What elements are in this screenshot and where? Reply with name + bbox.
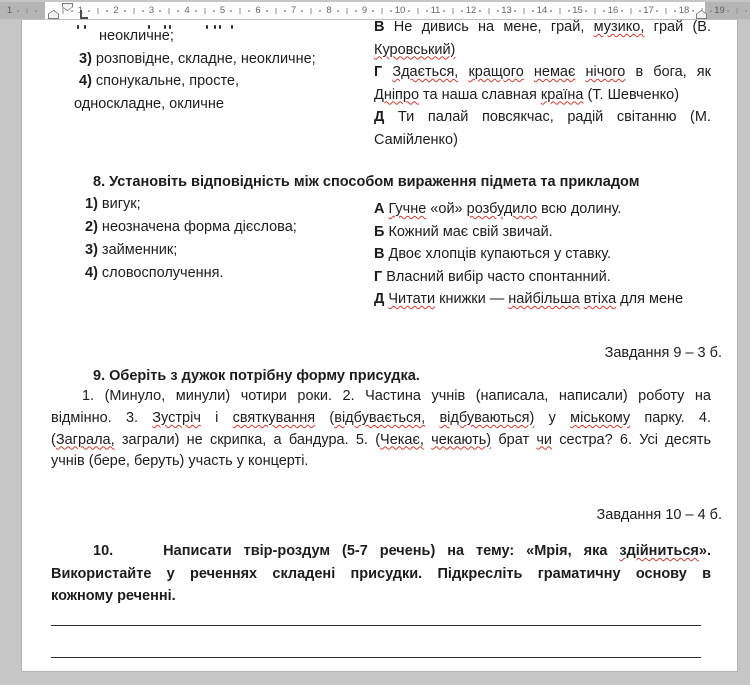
- misspelled-word: чи: [536, 431, 553, 448]
- ruler-tick: [27, 8, 28, 14]
- text-segment: Д: [374, 109, 385, 125]
- ruler-tick: [461, 10, 463, 12]
- text-segment: 10.: [93, 543, 114, 559]
- ruler-tick: [133, 8, 134, 14]
- ruler-tick: [311, 8, 312, 14]
- ruler-tick: [417, 8, 418, 14]
- text-segment: [382, 64, 392, 80]
- text-segment: вигук;: [97, 196, 141, 212]
- ruler-tick: [639, 10, 641, 12]
- ruler-tick: [275, 8, 276, 14]
- ruler-tick: [727, 10, 729, 12]
- tab-stop-marker[interactable]: [80, 10, 88, 19]
- text-line[interactable]: [85, 193, 297, 216]
- text-line[interactable]: [51, 451, 711, 473]
- text-line[interactable]: [51, 563, 711, 586]
- text-segment: Власний вибір часто спонтанний.: [382, 268, 611, 285]
- text-segment: односкладне, окличне: [74, 96, 224, 113]
- text-segment: [425, 410, 439, 426]
- misspelled-word: кращого: [468, 64, 524, 80]
- ruler-number: 10: [394, 5, 406, 16]
- ruler-tick: [284, 10, 286, 12]
- text-segment: (: [51, 431, 56, 448]
- ruler-number: 1: [6, 5, 13, 16]
- ruler-tick: [248, 10, 250, 12]
- text-line[interactable]: [374, 243, 711, 266]
- ruler-tick: [177, 10, 179, 12]
- ruler-tick: [142, 10, 144, 12]
- misspelled-word: відбувається,: [334, 409, 426, 426]
- text-segment: та наша славная: [419, 86, 541, 103]
- text-segment: 9. Оберіть з дужок потрібну форму присудка.: [93, 368, 420, 384]
- question-7-match-options[interactable]: [374, 20, 711, 151]
- question-8-items[interactable]: [85, 193, 297, 285]
- text-segment: В: [374, 246, 385, 262]
- text-line[interactable]: [374, 106, 711, 129]
- ruler-tick: [408, 10, 410, 12]
- question-7-answer-options[interactable]: [74, 25, 316, 116]
- question-9-heading[interactable]: [51, 365, 711, 387]
- text-segment: Д: [374, 291, 385, 307]
- task-9-score-label[interactable]: Завдання 9 – 3 б.: [604, 345, 722, 361]
- ruler-tick: [71, 10, 73, 12]
- text-segment: відмінно. 3.: [51, 409, 153, 426]
- ruler-number: 15: [572, 5, 583, 16]
- misspelled-word: Чекає,: [380, 431, 424, 448]
- ruler-tick: [514, 10, 516, 12]
- text-segment: 2): [85, 219, 98, 235]
- answer-writing-line[interactable]: [51, 657, 701, 658]
- ruler-tick: [621, 10, 623, 12]
- text-segment: Не дивись на мене, грай,: [384, 20, 594, 35]
- ruler-number: 11: [430, 5, 441, 16]
- text-segment: 8. Установіть відповідність між способом вираження підмета та прикладом: [93, 174, 640, 190]
- text-segment: [575, 64, 585, 80]
- answer-writing-line[interactable]: [51, 625, 701, 626]
- misspelled-word: міському: [570, 409, 631, 426]
- ruler-tick: [595, 8, 596, 14]
- ruler-tick: [390, 10, 392, 12]
- text-segment: 1. (Минуло, минули) чотири роки. 2. Частина учнів (написала, написали) роботу на: [82, 388, 711, 404]
- ruler-number: 18: [678, 5, 690, 16]
- text-segment: учнів (бере, беруть) участь у концерті.: [51, 453, 309, 470]
- text-line[interactable]: [374, 129, 711, 152]
- ruler-number: 8: [326, 5, 332, 16]
- ruler-tick: [240, 8, 241, 14]
- misspelled-word: Читати: [388, 291, 436, 307]
- ruler-tick: [603, 10, 605, 12]
- ruler-number: 1: [77, 5, 84, 16]
- text-segment: Написати твір-роздум (5-7 речень) на тему: «Мрія, яка: [163, 543, 620, 559]
- text-segment: парку. 4.: [630, 409, 712, 426]
- ruler-tick: [568, 10, 570, 12]
- text-segment: в бога, як: [625, 64, 711, 80]
- ruler-tick: [692, 10, 694, 12]
- ruler-tick: [106, 10, 108, 12]
- ruler-tick: [443, 10, 445, 12]
- ruler-tick: [346, 8, 347, 14]
- text-line[interactable]: [51, 585, 711, 608]
- text-segment: неозначена форма дієслова;: [97, 219, 297, 235]
- text-segment: «ой»: [426, 201, 467, 217]
- ruler-tick: [88, 10, 90, 12]
- misspelled-word: втіха: [583, 291, 617, 307]
- ruler-tick: [213, 10, 215, 12]
- ruler-number: 17: [643, 5, 654, 16]
- text-line[interactable]: [374, 288, 711, 311]
- misspelled-word: відбуваються): [439, 409, 535, 426]
- text-segment: (Т. Шевченко): [583, 86, 680, 103]
- ruler-tick: [453, 8, 454, 14]
- ruler-number: 4: [184, 5, 190, 16]
- ruler-tick: [301, 10, 303, 12]
- ruler-tick: [710, 10, 712, 12]
- task-10-score-label[interactable]: Завдання 10 – 4 б.: [596, 507, 722, 523]
- text-segment: Самійленко): [374, 131, 458, 148]
- ruler-number: 3: [148, 5, 155, 16]
- question-9-paragraph[interactable]: [51, 386, 711, 473]
- text-line[interactable]: [374, 39, 711, 62]
- ruler-tick: [159, 10, 161, 12]
- text-segment: 3): [79, 50, 96, 67]
- misspelled-word: Зустріч: [152, 409, 201, 426]
- text-segment: і: [200, 409, 233, 426]
- question-10-paragraph[interactable]: [51, 540, 711, 608]
- text-segment: сестра? 6. Усі десять: [552, 431, 712, 448]
- text-segment: [458, 64, 468, 80]
- misspelled-word: Куровський): [374, 41, 456, 58]
- text-line[interactable]: [51, 408, 711, 430]
- text-line[interactable]: [374, 266, 711, 289]
- text-line[interactable]: [74, 93, 316, 116]
- ruler-number: 12: [465, 5, 477, 16]
- ruler-tick: [169, 8, 170, 14]
- misspelled-word: нічого: [585, 64, 626, 80]
- ruler-tick: [737, 8, 738, 14]
- ruler-tick: [124, 10, 126, 12]
- text-segment: займенник;: [97, 242, 178, 258]
- text-line[interactable]: [374, 84, 711, 107]
- ruler-tick: [745, 10, 747, 12]
- misspelled-word: найбільша: [508, 291, 580, 307]
- text-segment: грай (В.: [644, 20, 712, 35]
- ruler-number: 2: [113, 5, 119, 16]
- text-segment: 4): [79, 73, 96, 90]
- text-line[interactable]: [374, 221, 711, 244]
- ruler-number: 16: [607, 5, 619, 16]
- ruler-tick: [532, 10, 534, 12]
- ruler-tick: [426, 10, 428, 12]
- ruler-tick: [382, 8, 383, 14]
- ruler-number: 19: [714, 5, 725, 16]
- ruler-tick: [656, 10, 658, 12]
- text-line[interactable]: [85, 262, 297, 285]
- text-line[interactable]: [51, 386, 711, 408]
- text-segment: В: [374, 20, 385, 35]
- ruler-tick: [337, 10, 339, 12]
- text-segment: Б: [374, 223, 385, 240]
- misspelled-word: Здається,: [392, 64, 459, 80]
- text-line[interactable]: [374, 61, 711, 84]
- text-line[interactable]: [51, 365, 711, 387]
- misspelled-word: здійниться: [619, 543, 699, 559]
- text-segment: для мене: [616, 291, 684, 307]
- ruler-number: 9: [361, 5, 368, 16]
- ruler-tick: [497, 10, 499, 12]
- ruler-tick: [195, 10, 197, 12]
- text-segment: (: [315, 409, 335, 426]
- ruler-number: 6: [255, 5, 261, 16]
- text-segment: спонукальне, просте,: [95, 73, 240, 90]
- misspelled-word: музико,: [593, 20, 645, 35]
- text-segment: Кожний має свій звичай.: [384, 223, 553, 240]
- ruler-tick: [666, 8, 667, 14]
- horizontal-ruler[interactable]: [0, 2, 750, 20]
- misspelled-word: чекають): [431, 431, 492, 448]
- ruler-tick: [355, 10, 357, 12]
- text-segment: 3): [85, 242, 98, 258]
- text-line[interactable]: [85, 216, 297, 239]
- text-segment: книжки —: [435, 291, 509, 307]
- ruler-tick: [630, 8, 631, 14]
- text-segment: Двоє хлопців купаються у ставку.: [384, 246, 612, 262]
- text-segment: Г: [374, 64, 383, 80]
- ruler-tick: [479, 10, 481, 12]
- ruler-tick: [98, 8, 99, 14]
- text-line[interactable]: [51, 540, 711, 563]
- ruler-tick: [62, 8, 63, 14]
- misspelled-word: Заграла,: [55, 431, 115, 448]
- ruler-number: 7: [290, 5, 297, 16]
- ruler-tick: [585, 10, 587, 12]
- question-8-heading[interactable]: [51, 171, 711, 193]
- text-line[interactable]: [51, 430, 711, 452]
- text-segment: А: [374, 201, 385, 217]
- text-segment: у: [534, 409, 571, 426]
- text-line[interactable]: [85, 239, 297, 262]
- text-segment: ».: [698, 543, 711, 559]
- misspelled-word: розбудило: [466, 201, 538, 217]
- text-segment: брат: [491, 431, 537, 448]
- text-segment: Ти палай повсякчас, радій світанню (М.: [384, 109, 711, 125]
- ruler-tick: [372, 10, 374, 12]
- text-segment: Г: [374, 268, 383, 285]
- ruler-tick: [230, 10, 232, 12]
- text-segment: неокличне;: [99, 28, 174, 44]
- hanging-indent-marker[interactable]: [48, 10, 59, 19]
- text-segment: [524, 64, 534, 80]
- ruler-tick: [17, 10, 19, 12]
- text-line[interactable]: [79, 70, 316, 93]
- text-segment: всю долину.: [537, 201, 622, 217]
- question-8-match-options[interactable]: [374, 198, 711, 311]
- document-page[interactable]: [21, 20, 738, 672]
- ruler-tick: [524, 8, 525, 14]
- ruler-tick: [550, 10, 552, 12]
- ruler-tick: [674, 10, 676, 12]
- ruler-tick: [204, 8, 205, 14]
- misspelled-word: Гучне: [388, 201, 427, 217]
- text-segment: кожному реченні.: [51, 588, 176, 604]
- text-segment: 1): [85, 196, 98, 212]
- misspelled-word: святкування: [232, 409, 316, 426]
- text-segment: 4): [85, 265, 98, 281]
- text-line[interactable]: [79, 48, 316, 71]
- text-line[interactable]: [51, 171, 711, 193]
- misspelled-word: немає: [533, 64, 576, 80]
- misspelled-word: Дніпро: [374, 86, 420, 103]
- text-segment: розповідне, складне, неокличне;: [95, 50, 316, 67]
- text-line[interactable]: [374, 20, 711, 39]
- text-line[interactable]: [374, 198, 711, 221]
- text-segment: заграли) не скрипка, а бандура. 5. (: [114, 431, 381, 448]
- ruler-tick: [559, 8, 560, 14]
- ruler-number: 13: [501, 5, 512, 16]
- ruler-number: 5: [219, 5, 226, 16]
- text-segment: словосполучення.: [97, 265, 224, 281]
- ruler-tick: [266, 10, 268, 12]
- misspelled-word: країна: [540, 86, 584, 103]
- ruler-tick: [319, 10, 321, 12]
- text-segment: Використайте у реченнях складені присудки. Підкресліть граматичну основу в: [51, 565, 711, 582]
- text-line[interactable]: [99, 25, 316, 48]
- ruler-tick: [35, 10, 37, 12]
- ruler-tick: [488, 8, 489, 14]
- ruler-number: 14: [536, 5, 548, 16]
